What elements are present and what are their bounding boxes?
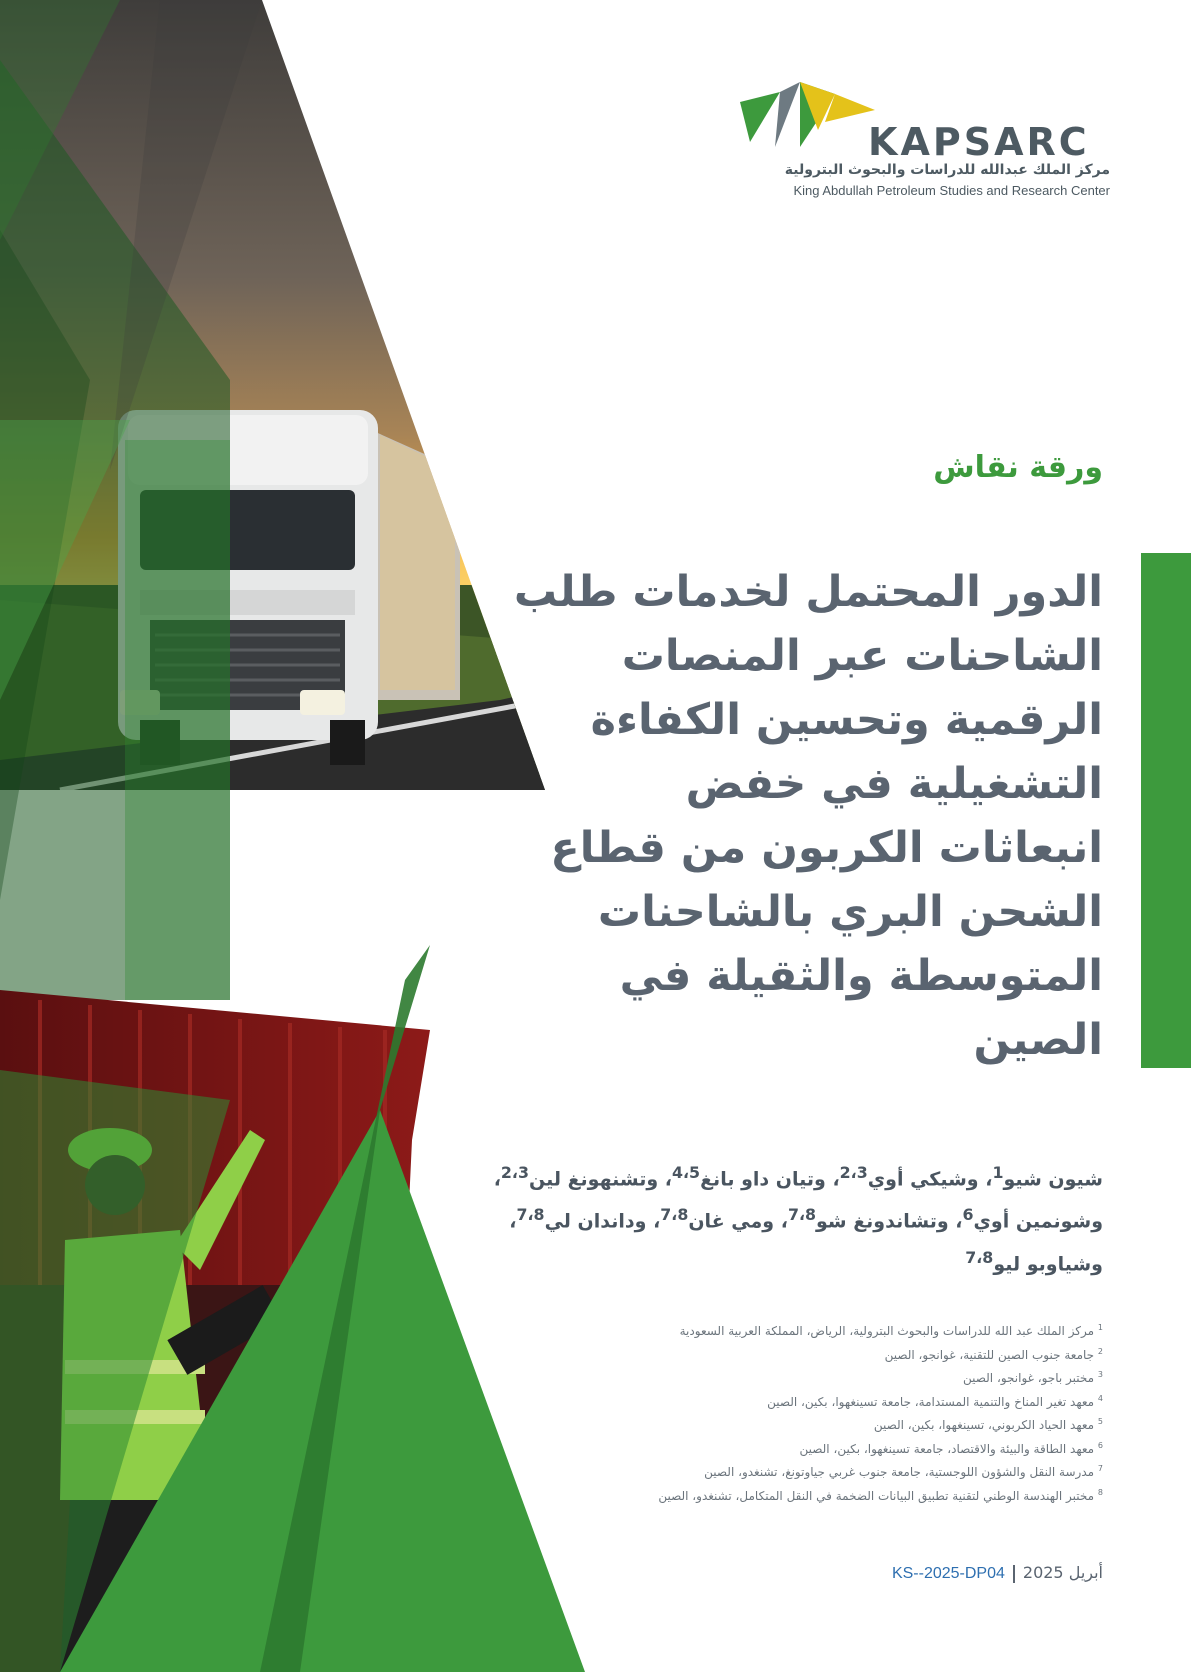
author-list: شيون شيو$^1$، وشيكي أوي$^{2،3}$، وتيان داو بانغ$^{4،5}$، وتشنهونغ لين$^{2،3}$، وشونمين أوي$^6$، وتشاندونغ شو$^{7،8}$، ومي غان$^{7،8}$، وداندان لي$^{7،8}$، وشياوبو ليو$^{7،8}$: [493, 1163, 1103, 1275]
title-line: الشحن البري بالشاحنات: [597, 887, 1103, 937]
author-affiliation-ref: 7،8: [660, 1205, 689, 1225]
author-name: شيون شيو: [1003, 1168, 1103, 1191]
title-line: انبعاثات الكربون من قطاع: [550, 823, 1103, 873]
affiliation-item: [463, 1389, 1103, 1413]
author-name: وشونمين أوي: [973, 1210, 1103, 1233]
title-line: الدور المحتمل لخدمات طلب: [513, 567, 1103, 617]
author-affiliation-ref: 2،3: [839, 1163, 868, 1182]
author-name: وتشنهونغ لين: [528, 1168, 659, 1191]
affiliation-text: معهد الحياد الكربوني، تسينغهوا، بكين، الصين: [873, 1418, 1095, 1432]
document-footer: [892, 1563, 1103, 1583]
affiliation-number: 6: [1097, 1440, 1103, 1450]
author-affiliation-ref: 4،5: [672, 1163, 701, 1182]
affiliation-item: [463, 1412, 1103, 1436]
affiliation-number: 5: [1097, 1417, 1103, 1426]
affiliation-text: مختبر باجو، غوانجو، الصين: [962, 1371, 1095, 1385]
kapsarc-tent-icon: [740, 82, 875, 152]
title-line: الصين: [973, 1015, 1103, 1065]
affiliation-text: مركز الملك عبد الله للدراسات والبحوث البترولية، الرياض، المملكة العربية السعودية: [679, 1324, 1095, 1338]
affiliation-item: [463, 1342, 1103, 1366]
author-affiliation-ref: 7،8: [965, 1247, 994, 1267]
author-name: ومي غان: [688, 1210, 775, 1233]
author-affiliation-ref: 2،3: [500, 1163, 529, 1182]
affiliation-item: [463, 1483, 1103, 1507]
title-line: التشغيلية في خفض: [685, 759, 1103, 809]
logo-name-english: King Abdullah Petroleum Studies and Research Center: [793, 183, 1110, 198]
title-line: الشاحنات عبر المنصات: [621, 631, 1103, 681]
affiliation-number: 4: [1097, 1393, 1103, 1403]
affiliation-list: [463, 1318, 1103, 1506]
author-affiliation-ref: 7،8: [787, 1205, 816, 1225]
title-line: المتوسطة والثقيلة في: [619, 951, 1103, 1001]
author-affiliation-ref: 7،8: [516, 1205, 545, 1225]
affiliation-text: جامعة جنوب الصين للتقنية، غوانجو، الصين: [884, 1347, 1095, 1362]
affiliation-number: 1: [1097, 1323, 1103, 1332]
author-affiliation-ref: 1: [992, 1163, 1004, 1182]
affiliation-item: [463, 1459, 1103, 1483]
publication-date: أبريل 2025: [1022, 1563, 1103, 1582]
accent-bar: [1141, 553, 1191, 1068]
kapsarc-logo: [740, 82, 1110, 202]
author-name: وداندان لي: [544, 1210, 647, 1233]
logo-wordmark: KAPSARC: [868, 120, 1090, 164]
document-title: [503, 560, 1103, 1072]
author-affiliation-ref: 6: [962, 1205, 974, 1225]
affiliation-text: مدرسة النقل والشؤون اللوجستية، جامعة جنوب غربي جياوتونغ، تشنغدو، الصين: [704, 1465, 1095, 1479]
document-code: KS--2025-DP04: [891, 1565, 1005, 1582]
affiliation-text: معهد تغير المناخ والتنمية المستدامة، جامعة تسينغهوا، بكين، الصين: [767, 1394, 1095, 1409]
affiliation-number: 3: [1097, 1370, 1103, 1379]
affiliation-number: 7: [1097, 1464, 1103, 1473]
footer-divider: [1013, 1565, 1015, 1583]
author-name: وتيان داو بانغ: [700, 1168, 826, 1191]
affiliation-item: [463, 1318, 1103, 1342]
author-name: وشيكي أوي: [867, 1168, 979, 1191]
author-name: وشياوبو ليو: [993, 1252, 1103, 1275]
logo-name-arabic: مركز الملك عبدالله للدراسات والبحوث البترولية: [784, 162, 1110, 178]
author-name: وتشاندونغ شو: [815, 1210, 949, 1233]
affiliation-text: معهد الطاقة والبيئة والاقتصاد، جامعة تسينغهوا، بكين، الصين: [799, 1441, 1095, 1456]
affiliation-number: 8: [1097, 1487, 1103, 1497]
affiliation-text: مختبر الهندسة الوطني لتقنية تطبيق البيانات الضخمة في النقل المتكامل، تشنغدو، الصين: [658, 1488, 1095, 1503]
title-line: الرقمية وتحسين الكفاءة: [590, 695, 1103, 745]
affiliation-item: [463, 1365, 1103, 1389]
affiliation-item: [463, 1436, 1103, 1460]
affiliation-number: 2: [1097, 1346, 1103, 1356]
document-type: ورقة نقاش: [933, 450, 1103, 485]
